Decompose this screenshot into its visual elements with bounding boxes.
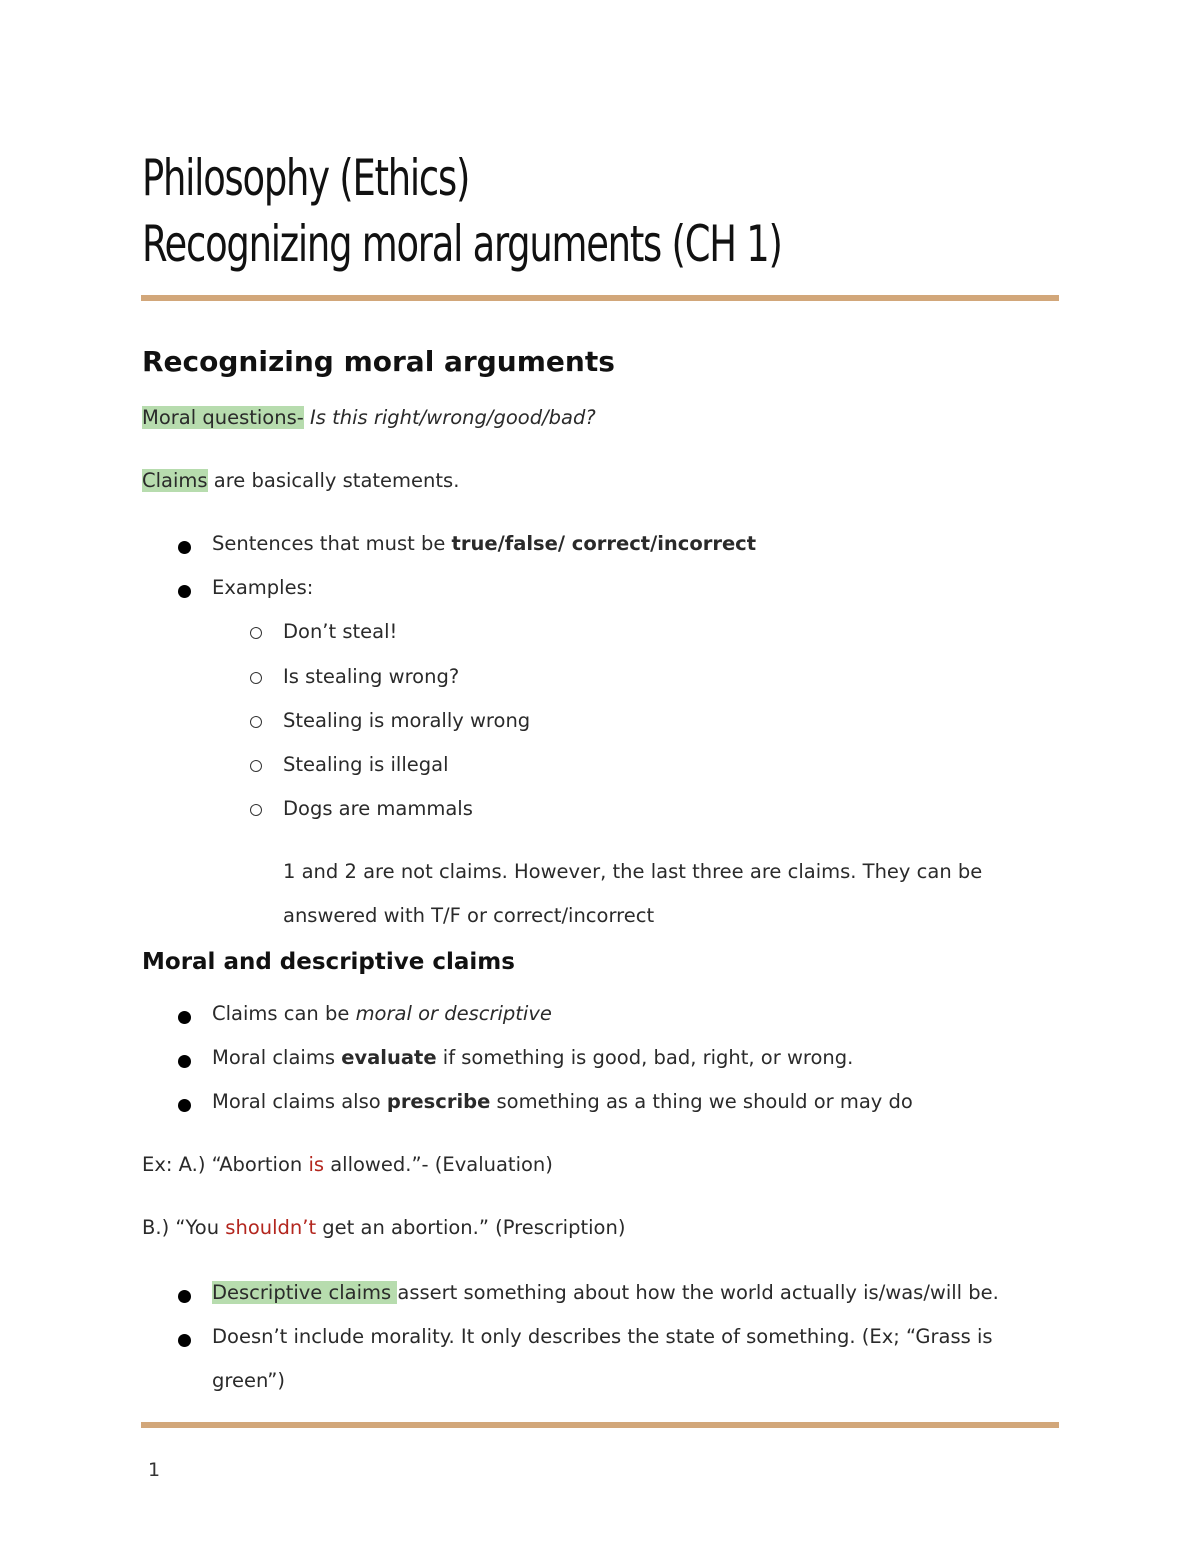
example-item: Don’t steal! xyxy=(283,620,398,643)
list-item-text: Sentences that must be xyxy=(212,532,452,555)
list-item xyxy=(212,529,756,559)
example-item: Stealing is illegal xyxy=(283,753,449,776)
claims-term: Claims xyxy=(142,469,208,492)
list-item-bold: true/false/ correct/incorrect xyxy=(451,532,757,555)
list-item-bold: prescribe xyxy=(386,1090,491,1113)
bullet-icon xyxy=(178,541,191,554)
circle-bullet-icon xyxy=(250,627,262,639)
circle-bullet-icon xyxy=(250,672,262,684)
example-a-line xyxy=(142,1150,553,1180)
list-item xyxy=(212,1278,999,1308)
example-item: Stealing is morally wrong xyxy=(283,709,531,732)
example-a-text: Ex: A.) “Abortion xyxy=(142,1153,309,1176)
example-a-emphasis: is xyxy=(308,1153,325,1176)
section-heading-moral-descriptive: Moral and descriptive claims xyxy=(142,949,515,975)
bullet-icon xyxy=(178,585,191,598)
example-b-text: B.) “You xyxy=(142,1216,226,1239)
moral-questions-term: Moral questions- xyxy=(142,406,304,429)
moral-questions-text: Is this right/wrong/good/bad? xyxy=(303,406,596,429)
circle-bullet-icon xyxy=(250,804,262,816)
example-b-emphasis: shouldn’t xyxy=(225,1216,317,1239)
list-item-bold: evaluate xyxy=(341,1046,437,1069)
header-divider xyxy=(141,295,1059,301)
list-item xyxy=(212,1043,853,1073)
claims-text: are basically statements. xyxy=(207,469,460,492)
footer-divider xyxy=(141,1422,1059,1428)
example-item: Dogs are mammals xyxy=(283,797,473,820)
page-number: 1 xyxy=(148,1459,161,1481)
list-item-text: Moral claims xyxy=(212,1046,342,1069)
bullet-icon xyxy=(178,1290,191,1303)
bullet-icon xyxy=(178,1334,191,1347)
circle-bullet-icon xyxy=(250,760,262,772)
moral-questions-line xyxy=(142,403,596,433)
list-item-text: Claims can be xyxy=(212,1002,356,1025)
bullet-icon xyxy=(178,1099,191,1112)
list-item-text: something as a thing we should or may do xyxy=(490,1090,913,1113)
list-item xyxy=(212,999,552,1029)
document-subtitle: Recognizing moral arguments (CH 1) xyxy=(142,215,782,273)
list-item xyxy=(212,1087,913,1117)
bullet-icon xyxy=(178,1055,191,1068)
list-item-text: assert something about how the world actually is/was/will be. xyxy=(397,1281,999,1304)
note-line-1: 1 and 2 are not claims. However, the last three are claims. They can be xyxy=(283,860,983,883)
bullet-icon xyxy=(178,1011,191,1024)
document-title: Philosophy (Ethics) xyxy=(142,149,470,207)
circle-bullet-icon xyxy=(250,716,262,728)
list-item-text: if something is good, bad, right, or wrong. xyxy=(436,1046,854,1069)
section-heading-recognizing: Recognizing moral arguments xyxy=(142,345,615,378)
note-line-2: answered with T/F or correct/incorrect xyxy=(283,904,655,927)
list-item-italic: moral or descriptive xyxy=(355,1002,552,1025)
list-item: Examples: xyxy=(212,576,314,599)
claims-line xyxy=(142,466,459,496)
example-a-text: allowed.”- (Evaluation) xyxy=(324,1153,553,1176)
example-b-text: get an abortion.” (Prescription) xyxy=(316,1216,626,1239)
example-item: Is stealing wrong? xyxy=(283,665,460,688)
list-item-continuation: green”) xyxy=(212,1369,285,1392)
example-b-line xyxy=(142,1213,625,1243)
list-item-text: Moral claims also xyxy=(212,1090,387,1113)
list-item: Doesn’t include morality. It only describes the state of something. (Ex; “Grass is xyxy=(212,1325,993,1348)
descriptive-claims-term: Descriptive claims xyxy=(212,1281,398,1304)
